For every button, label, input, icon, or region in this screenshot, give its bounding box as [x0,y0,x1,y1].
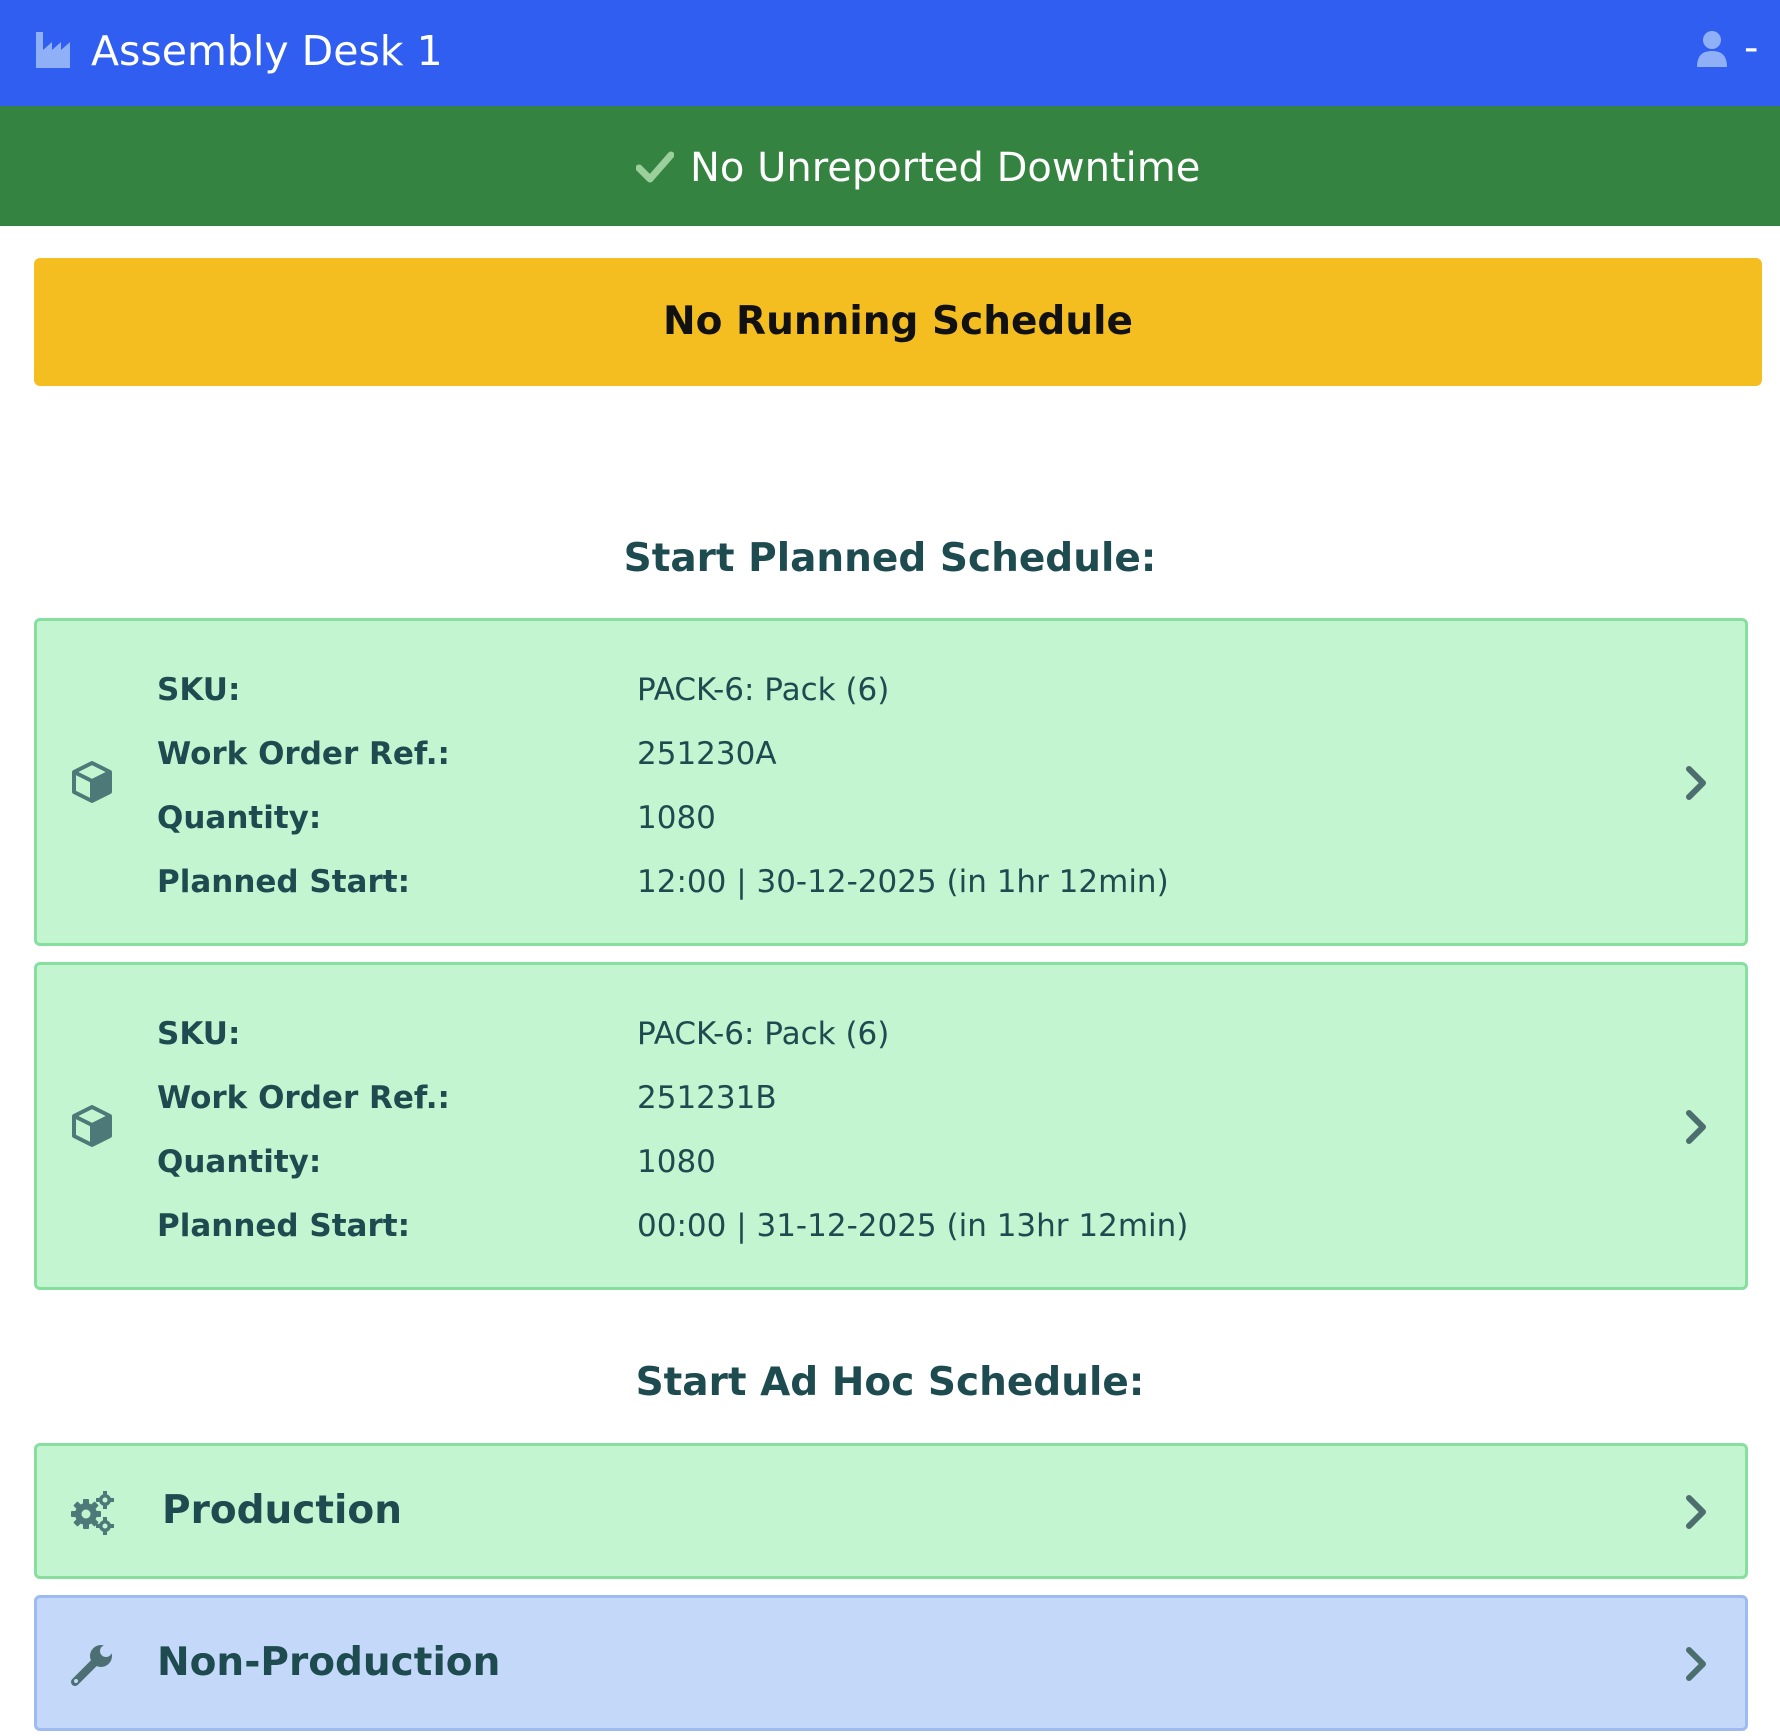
wrench-icon [69,1642,115,1688]
planned-start-value: 00:00 | 31-12-2025 (in 13hr 12min) [637,1208,1189,1244]
work-order-value: 251230A [637,736,777,772]
app-header [0,0,1780,106]
app-title: Assembly Desk 1 [91,27,443,75]
chevron-right-icon[interactable] [1681,763,1711,803]
sku-value: PACK-6: Pack (6) [637,672,890,708]
chevron-right-icon [1681,1492,1711,1532]
sku-label: SKU: [157,672,241,708]
sku-value: PACK-6: Pack (6) [637,1016,890,1052]
quantity-value: 1080 [637,1144,716,1180]
running-schedule-text: No Running Schedule [663,299,1133,344]
planned-start-label: Planned Start: [157,864,410,900]
non-production-label: Non-Production [157,1640,501,1685]
adhoc-schedule-heading: Start Ad Hoc Schedule: [635,1360,1145,1405]
downtime-status-bar [0,106,1780,226]
downtime-status-text: No Unreported Downtime [690,145,1201,191]
production-button[interactable] [34,1443,1748,1579]
box-icon [70,1104,114,1148]
chevron-right-icon[interactable] [1681,1107,1711,1147]
work-order-value: 251231B [637,1080,777,1116]
factory-icon [34,30,76,70]
chevron-right-icon [1681,1644,1711,1684]
check-icon [636,150,674,184]
user-icon[interactable] [1696,30,1728,68]
planned-schedule-card[interactable] [34,618,1748,946]
planned-start-value: 12:00 | 30-12-2025 (in 1hr 12min) [637,864,1169,900]
planned-start-label: Planned Start: [157,1208,410,1244]
running-schedule-banner [34,258,1762,386]
production-label: Production [162,1488,402,1533]
box-icon [70,760,114,804]
sku-label: SKU: [157,1016,241,1052]
work-order-label: Work Order Ref.: [157,736,450,772]
quantity-value: 1080 [637,800,716,836]
quantity-label: Quantity: [157,1144,322,1180]
gears-icon [69,1490,115,1536]
work-order-label: Work Order Ref.: [157,1080,450,1116]
planned-schedule-card[interactable] [34,962,1748,1290]
user-menu-caret[interactable]: - [1744,25,1759,71]
planned-schedule-heading: Start Planned Schedule: [623,536,1157,581]
quantity-label: Quantity: [157,800,322,836]
non-production-button[interactable] [34,1595,1748,1731]
